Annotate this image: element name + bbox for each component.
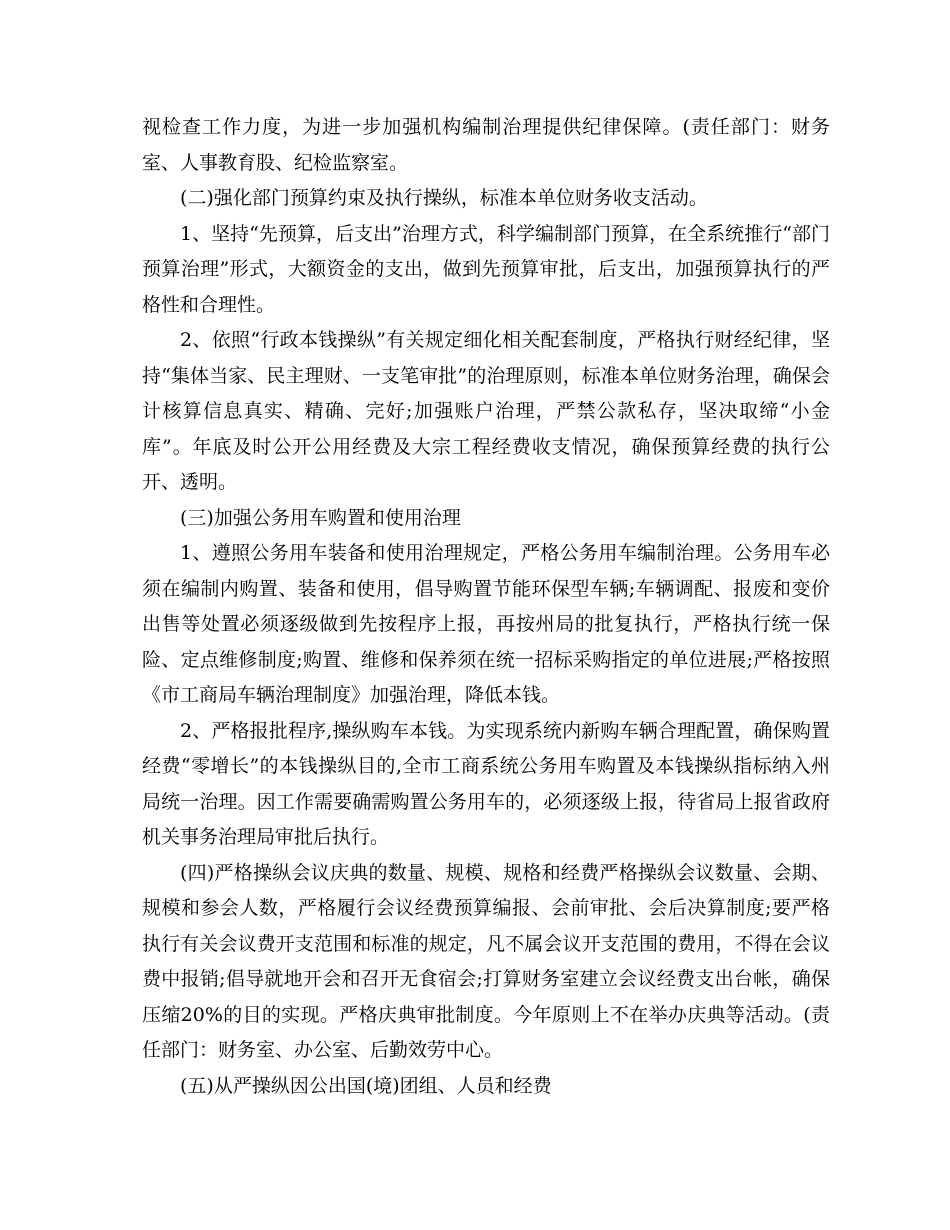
document-body bbox=[142, 110, 830, 1104]
paragraph-9: (五)从严操纵因公出国(境)团组、人员和经费 bbox=[180, 1074, 552, 1097]
paragraph-5: (三)加强公务用车购置和使用治理 bbox=[180, 506, 461, 529]
paragraph-7: 2、严格报批程序,操纵购车本钱。为实现系统内新购车辆合理配置，确保购置经费“零增长”的本钱操纵目的,全市工商系统公务用车购置及本钱操纵指标纳入州局统一治理。因工作需要确需购置公务用车的，必须逐级上报，待省局上报省政府机关事务治理局审批后执行。 bbox=[142, 719, 830, 848]
paragraph-3: 1、坚持“先预算，后支出”治理方式，科学编制部门预算，在全系统推行“部门预算治理”形式，大额资金的支出，做到先预算审批，后支出，加强预算执行的严格性和合理性。 bbox=[142, 222, 830, 316]
paragraph-1: 视检查工作力度，为进一步加强机构编制治理提供纪律保障。(责任部门：财务室、人事教育股、纪检监察室。 bbox=[142, 116, 830, 174]
paragraph-8: (四)严格操纵会议庆典的数量、规模、规格和经费严格操纵会议数量、会期、规模和参会人数，严格履行会议经费预算编报、会前审批、会后决算制度;要严格执行有关会议费开支范围和标准的规定，凡不属会议开支范围的费用，不得在会议费中报销;倡导就地开会和召开无食宿会;打算财务室建立会议经费支出台帐，确保压缩20%的目的实现。严格庆典审批制度。今年原则上不在举办庆典等活动。(责任部门：财务室、办公室、后勤效劳中心。 bbox=[142, 861, 830, 1061]
paragraph-2: (二)强化部门预算约束及执行操纵，标准本单位财务收支活动。 bbox=[180, 187, 708, 209]
paragraph-6: 1、遵照公务用车装备和使用治理规定，严格公务用车编制治理。公务用车必须在编制内购置、装备和使用，倡导购置节能环保型车辆;车辆调配、报废和变价出售等处置必须逐级做到先按程序上报，再按州局的批复执行，严格执行统一保险、定点维修制度;购置、维修和保养须在统一招标采购指定的单位进展;严格按照《市工商局车辆治理制度》加强治理，降低本钱。 bbox=[142, 542, 830, 706]
paragraph-4: 2、依照“行政本钱操纵”有关规定细化相关配套制度，严格执行财经纪律，坚持“集体当家、民主理财、一支笔审批”的治理原则，标准本单位财务治理，确保会计核算信息真实、精确、完好;加强账户治理，严禁公款私存，坚决取缔“小金库”。年底及时公开公用经费及大宗工程经费收支情况，确保预算经费的执行公开、透明。 bbox=[142, 329, 830, 493]
